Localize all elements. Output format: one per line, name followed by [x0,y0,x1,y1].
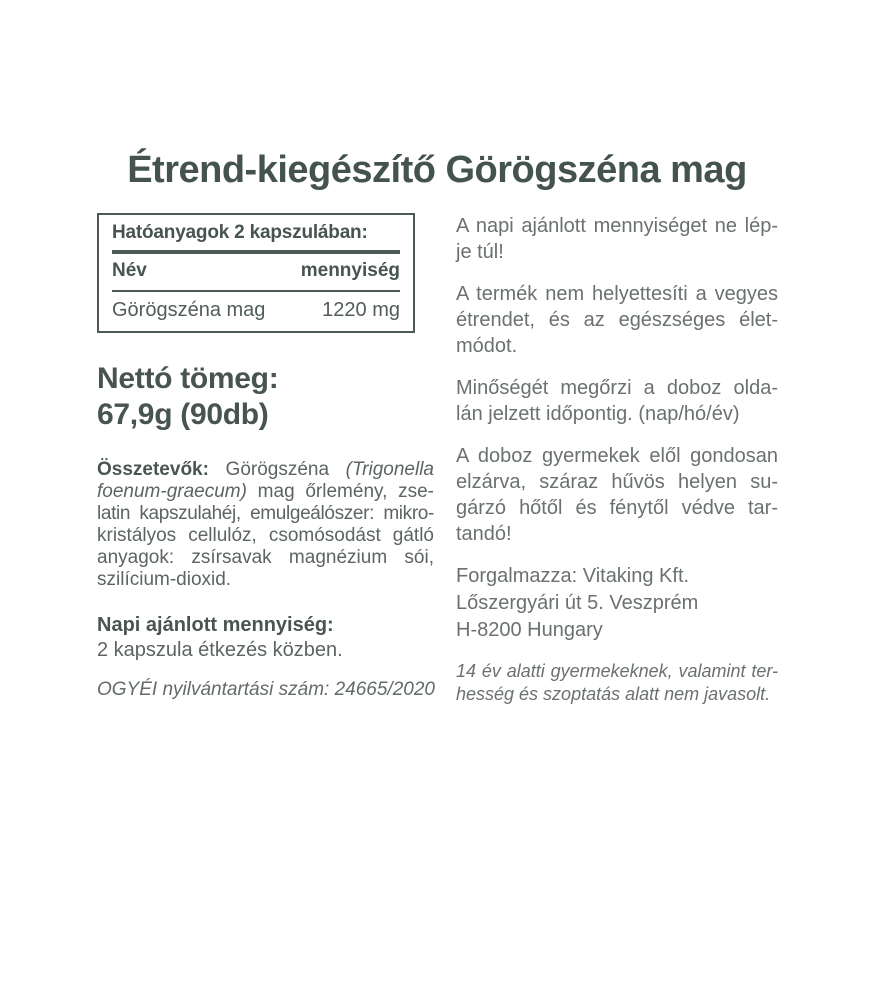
storage-notice: A doboz gyermekek elől gondosan elzárva, száraz hűvös helyen su- gárzó hőtől és fénytől védve tar- tandó! [456,445,778,545]
dosage-warning-text: A napi ajánlott mennyiséget ne lép- je túl! [456,215,778,263]
ingredients-line: szilícium-dioxid. [97,569,232,590]
ingredients-line: kristályos cellulóz, csomósodást gátló [97,525,434,546]
daily-dose-section [97,613,434,663]
table-title: Hatóanyagok 2 kapszulában: [112,222,368,243]
ingredient-name: Görögszéna mag [112,299,266,321]
ingredients-paragraph [97,459,434,591]
age-pregnancy-warning: 14 év alatti gyermekeknek, valamint ter- hesség és szoptatás alatt nem javasolt. [456,661,778,704]
table-row [112,299,400,322]
table-row-rule [112,290,400,292]
daily-dose-label: Napi ajánlott mennyiség: [97,614,334,636]
ingredients-line: anyagok: zsírsavak magnézium sói, [97,547,434,568]
net-weight-value: 67,9g (90db) [97,398,269,431]
distributor-country: H-8200 Hungary [456,619,603,641]
label-columns [97,213,870,722]
daily-dose-value: 2 kapszula étkezés közben. [97,639,343,661]
net-weight [97,361,434,433]
table-column-header-row [112,260,400,282]
distributor-name: Forgalmazza: Vitaking Kft. [456,565,690,587]
ingredients-line: Összetevők: Görögszéna (Trigonella [97,459,434,480]
table-header-rule [112,250,400,254]
ingredients-label: Összetevők: [97,459,209,480]
left-column [97,213,434,722]
quality-expiry-notice: Minőségét megőrzi a doboz olda- lán jelzett időpontig. (nap/hó/év) [456,377,778,425]
column-header-quantity: mennyiség [300,260,400,281]
ingredients-line: foenum-graecum) mag őrlemény, zse- [97,481,434,502]
right-column [456,213,778,722]
net-weight-label: Nettó tömeg: [97,362,279,395]
active-ingredients-table [97,213,415,333]
latin-name-part: (Trigonella [345,459,434,480]
latin-name-part: foenum-graecum) [97,481,247,502]
column-gap [434,213,456,722]
page-title: Étrend-kiegészítő Görögszéna mag [127,149,747,191]
registration-number: OGYÉI nyilvántartási szám: 24665/2020 [97,679,435,700]
distributor-address: Lőszergyári út 5. Veszprém [456,592,699,614]
ingredients-line: latin kapszulahéj, emulgeálószer: mikro- [97,503,434,524]
column-header-name: Név [112,260,147,281]
distributor-info [456,563,778,644]
balanced-diet-notice: A termék nem helyettesíti a vegyes étrendet, és az egészséges élet- módot. [456,283,778,357]
ingredient-quantity: 1220 mg [322,299,400,321]
